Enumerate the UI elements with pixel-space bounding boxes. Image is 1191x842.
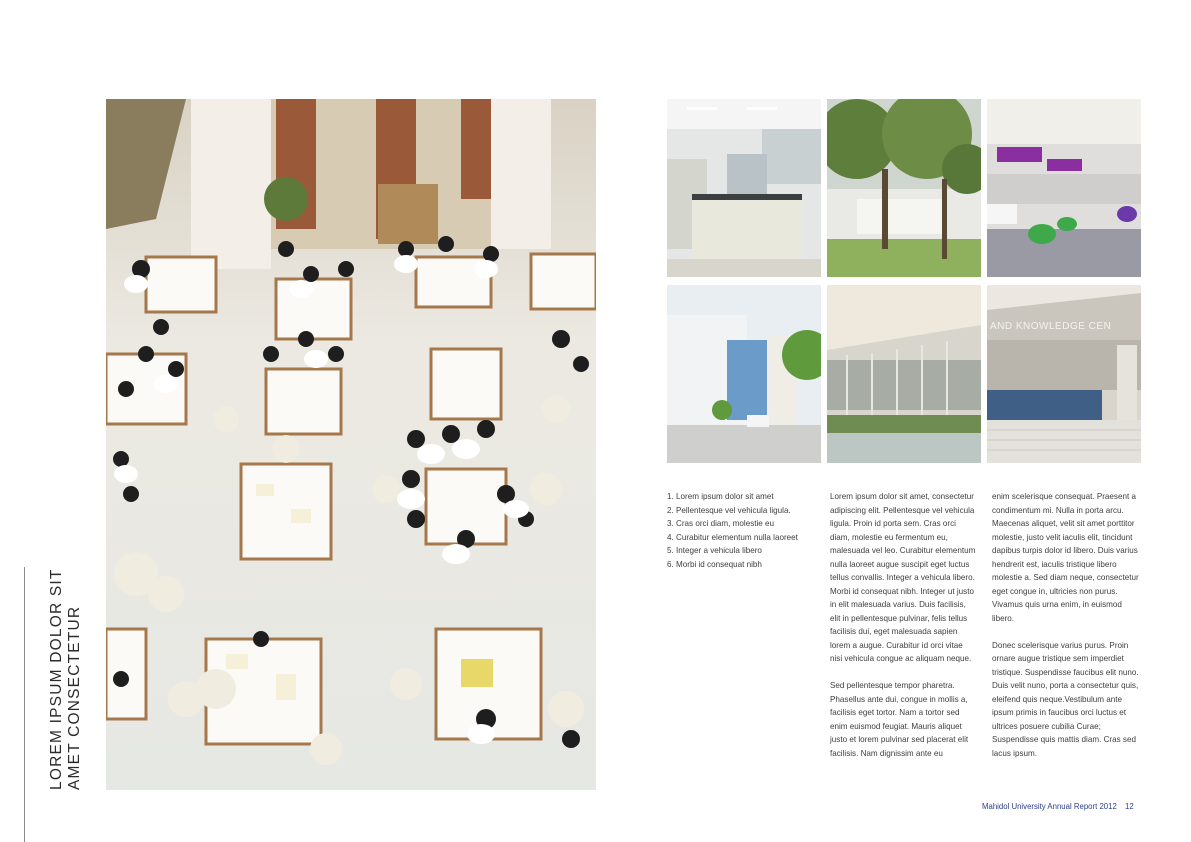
paragraph: Donec scelerisque varius purus. Proin ornare augue tristique sem imperdiet tristique. Suspendisse faucibus elit nuno. Duis velit nuno, porta a consectetur quis, eleifend quis neque.Vestibulum ante ipsum primis in faucibus orci luctus et ultrices posuere cubilia Curae; Suspendisse quis mattis diam. Cras sed lacus ipsum. <box>992 640 1139 758</box>
side-title-line2: AMET CONSECTETUR <box>66 605 83 790</box>
footer-report-title: Mahidol University Annual Report 2012 <box>982 802 1117 811</box>
list-item: 1. Lorem ipsum dolor sit amet <box>667 492 774 501</box>
side-title-line1: LOREM IPSUM DOLOR SIT <box>48 568 65 790</box>
page-number: 12 <box>1125 802 1134 811</box>
glass-building-photo <box>827 285 981 463</box>
building-sign: AND KNOWLEDGE CEN <box>990 321 1112 332</box>
knowledge-center-photo <box>987 285 1141 463</box>
list-item: 5. Integer a vehicula libero <box>667 546 762 555</box>
list-item: 6. Morbi id consequat nibh <box>667 559 762 569</box>
campus-courtyard-photo <box>827 99 981 277</box>
learning-lounge-photo <box>987 99 1141 277</box>
side-title <box>48 560 84 790</box>
library-study-hall-photo <box>106 99 596 790</box>
list-item: 3. Cras orci diam, molestie eu <box>667 519 775 528</box>
text-column-3 <box>992 490 1140 774</box>
numbered-list <box>667 490 817 571</box>
margin-rule <box>24 567 25 842</box>
list-item: 4. Curabitur elementum nulla laoreet <box>667 532 798 542</box>
laboratory-photo <box>667 99 821 277</box>
paragraph: Sed pellentesque tempor pharetra. Phasellus ante dui, congue in mollis a, facilisis eget tortor. Nam a tortor sed enim euismod feugiat. Mauris aliquet justo et lorem pulvinar sed placerat elit facilisis. Nam dignissim ante eu <box>830 681 969 758</box>
list-item: 2. Pellentesque vel vehicula ligula. <box>667 505 791 515</box>
building-exterior-photo <box>667 285 821 463</box>
text-column-2 <box>830 490 976 774</box>
paragraph: Lorem ipsum dolor sit amet, consectetur adipiscing elit. Pellentesque vel vehicula ligula. Proin id porta sem. Cras orci diam, molestie eu fermentum eu, malesuada vel leo. Curabitur elementum nulla laoreet augue suscipit eget luctus tellus convallis. Integer a vehicula libero. Morbi id consequat nibh. Integer ut justo in elit malesuada varius. Duis facilisis, elit in pellentesque pulvinar, felis tellus facilisis dui, eget malesuada sapien lorem a augue. Curabitur id orci vitae nisi vehicula congue ac aliquam neque. <box>830 492 976 663</box>
paragraph: enim scelerisque consequat. Praesent a condimentum mi. Nulla in porta arcu. Maecenas aliquet, velit sit amet porttitor molestie, justo velit iaculis elit, tincidunt dapibus turpis dolor id libero. Duis varius hendrerit est, iaculis tristique libero molestie a. Sed diam neque, consectetur eget congue in, ultricies non purus. Vivamus quis urna enim, in euismod libero. <box>992 492 1139 623</box>
